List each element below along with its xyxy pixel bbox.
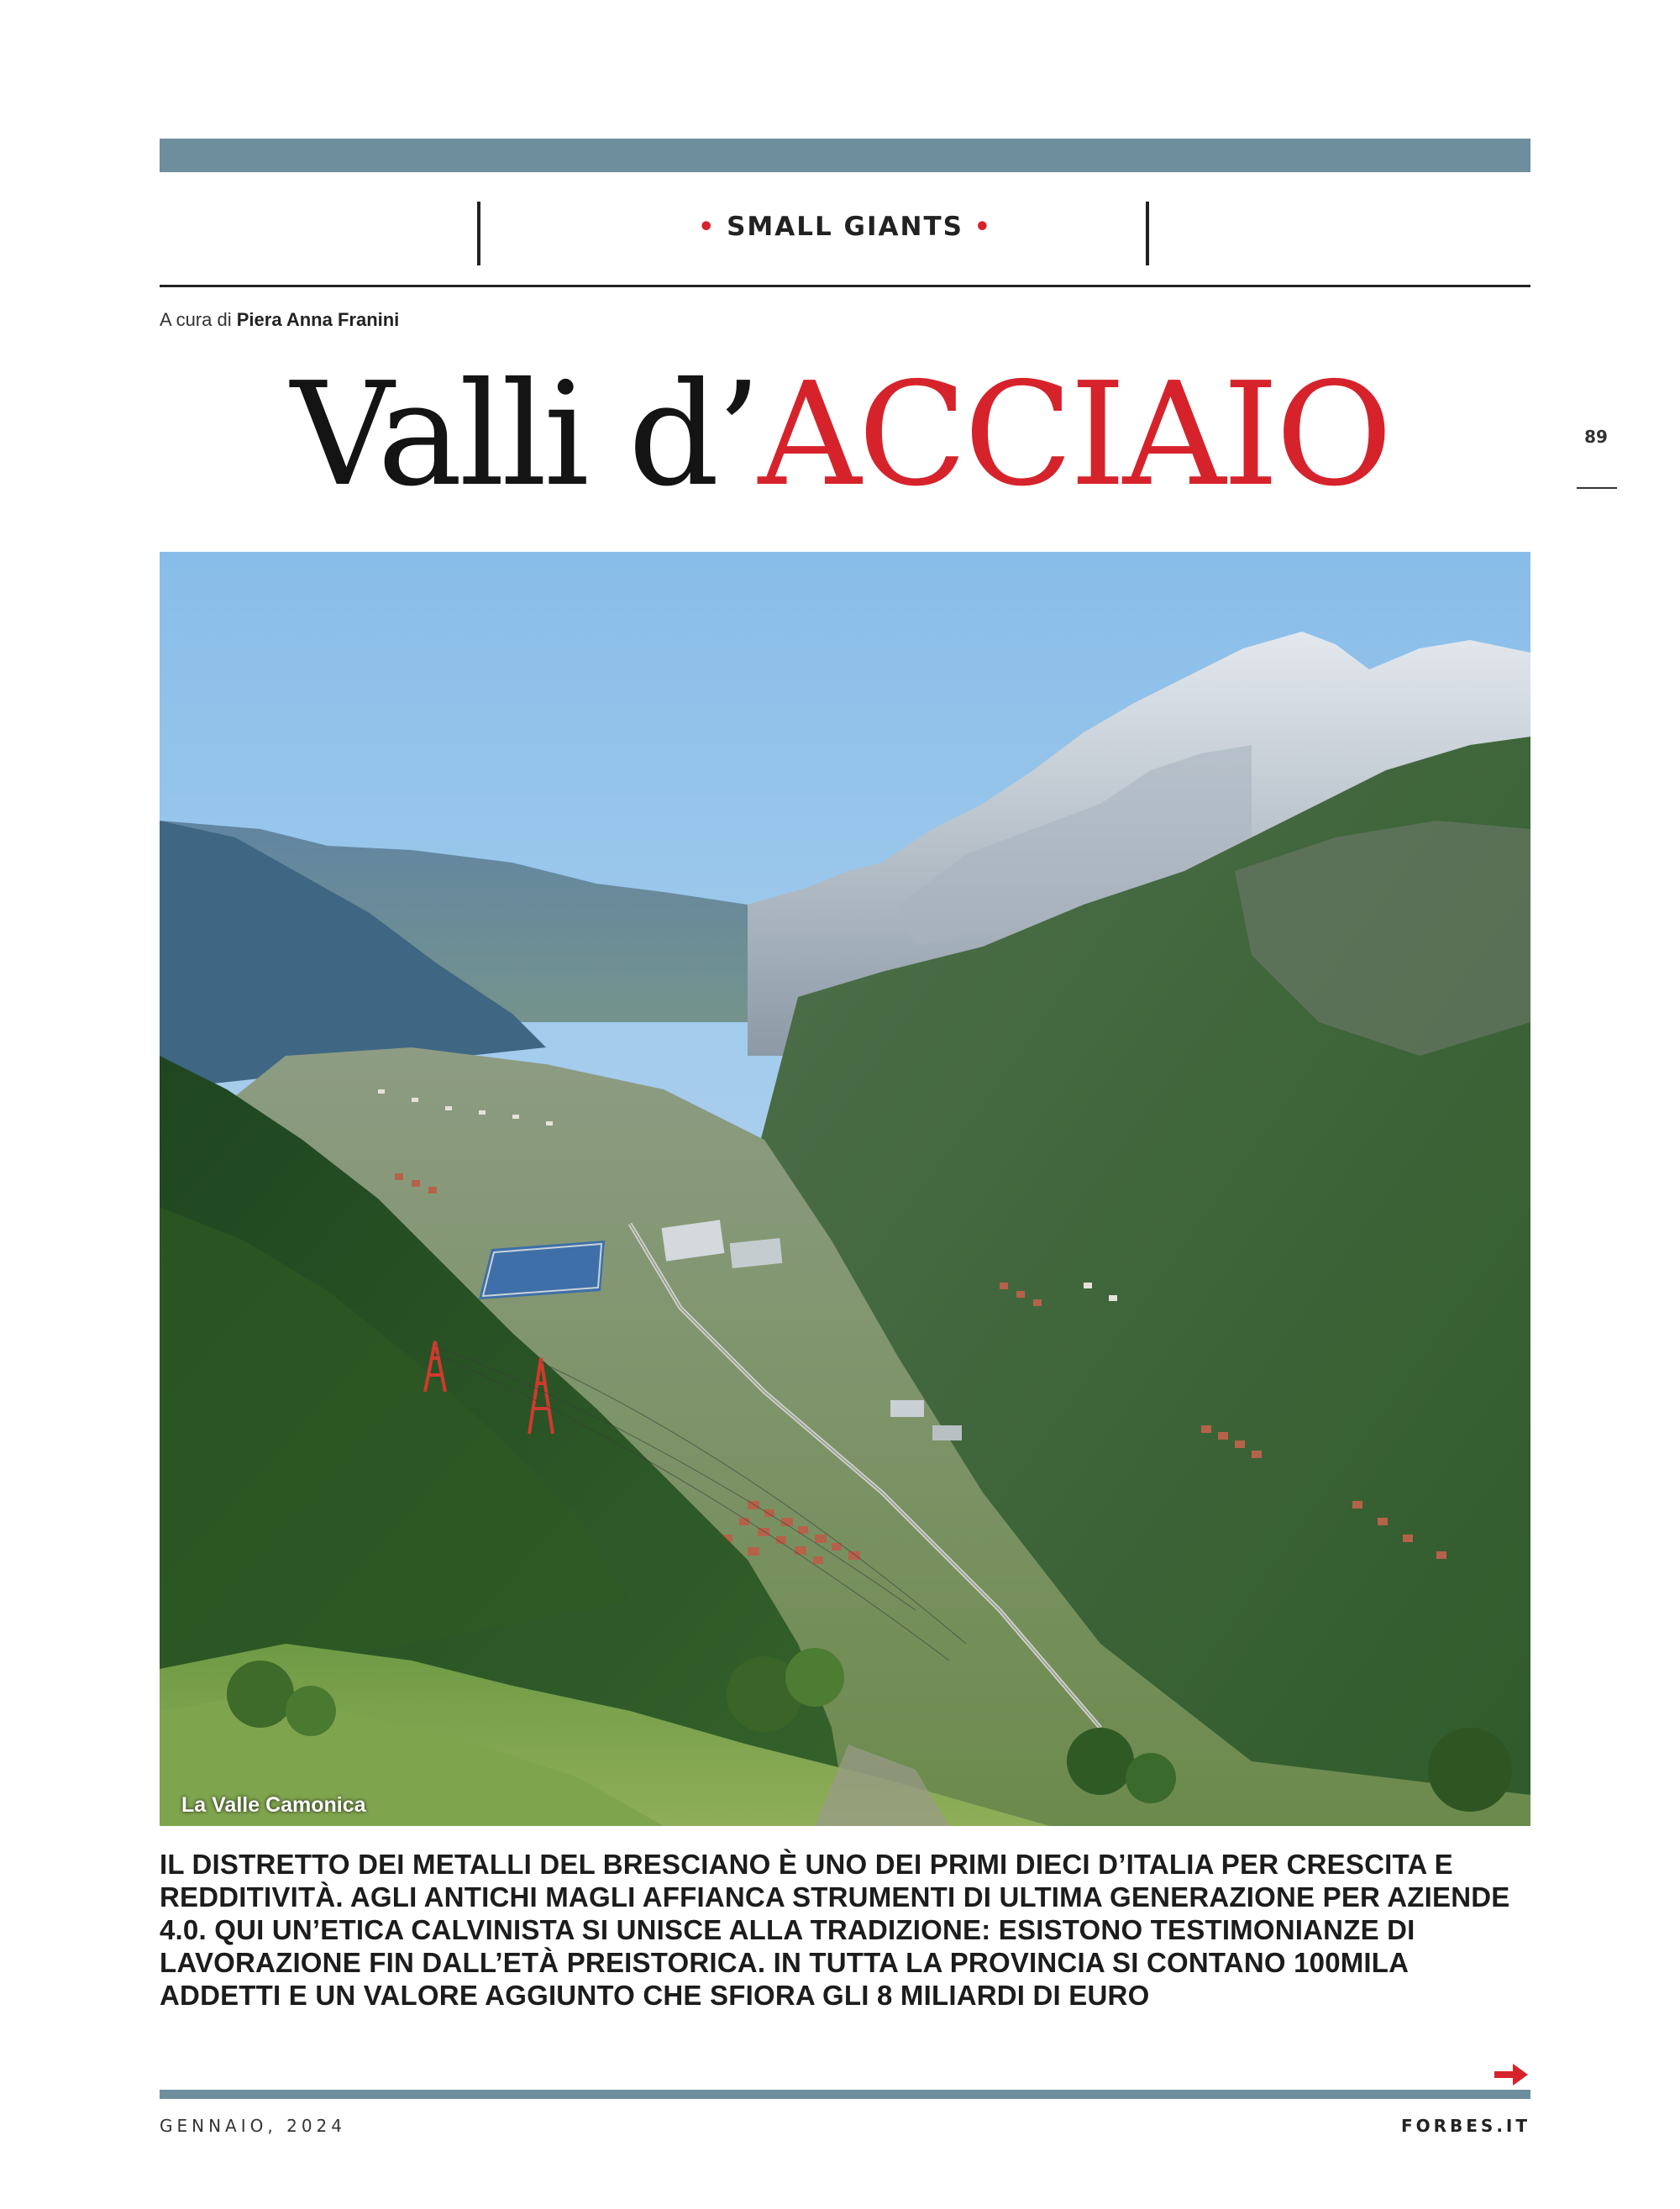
section-title: SMALL GIANTS (727, 212, 963, 242)
valley-photo (160, 552, 1530, 1826)
footer-date: GENNAIO, 2024 (160, 2116, 346, 2136)
page-number: 89 (1584, 427, 1608, 447)
byline (160, 309, 399, 331)
bottom-color-bar (160, 2090, 1530, 2099)
section-header (160, 202, 1530, 269)
top-color-bar (160, 139, 1530, 172)
arrow-right-icon (1494, 2064, 1528, 2086)
headline-part-1: Valli d’ (291, 352, 759, 518)
section-divider-right (1146, 202, 1149, 265)
byline-author: Piera Anna Franini (236, 309, 400, 330)
bullet-left: • (698, 213, 717, 242)
headline (0, 351, 1680, 519)
headline-part-2: ACCIAIO (758, 352, 1389, 518)
section-label (160, 212, 1530, 242)
article-abstract: IL DISTRETTO DEI METALLI DEL BRESCIANO È UNO DEI PRIMI DIECI D’ITALIA PER CRESCITA E REDDITIVITÀ. AGLI ANTICHI MAGLI AFFIANCA STRUMENTI DI ULTIMA GENERAZIONE PER AZIENDE 4.0. QUI UN’ETICA CALVINISTA SI UNISCE ALLA TRADIZIONE: ESISTONO TESTIMONIANZE DI LAVORAZIONE FIN DALL’ETÀ PREISTORICA. IN TUTTA LA PROVINCIA SI CONTANO 100MILA ADDETTI E UN VALORE AGGIUNTO CHE SFIORA GLI 8 MILIARDI DI EURO (160, 1849, 1510, 2011)
footer-site: FORBES.IT (1400, 2116, 1530, 2136)
photo-caption: La Valle Camonica (181, 1793, 366, 1817)
byline-prefix: A cura di (160, 309, 232, 330)
header-rule (160, 285, 1530, 287)
bullet-right: • (974, 213, 992, 242)
page-number-dash (1577, 487, 1617, 489)
